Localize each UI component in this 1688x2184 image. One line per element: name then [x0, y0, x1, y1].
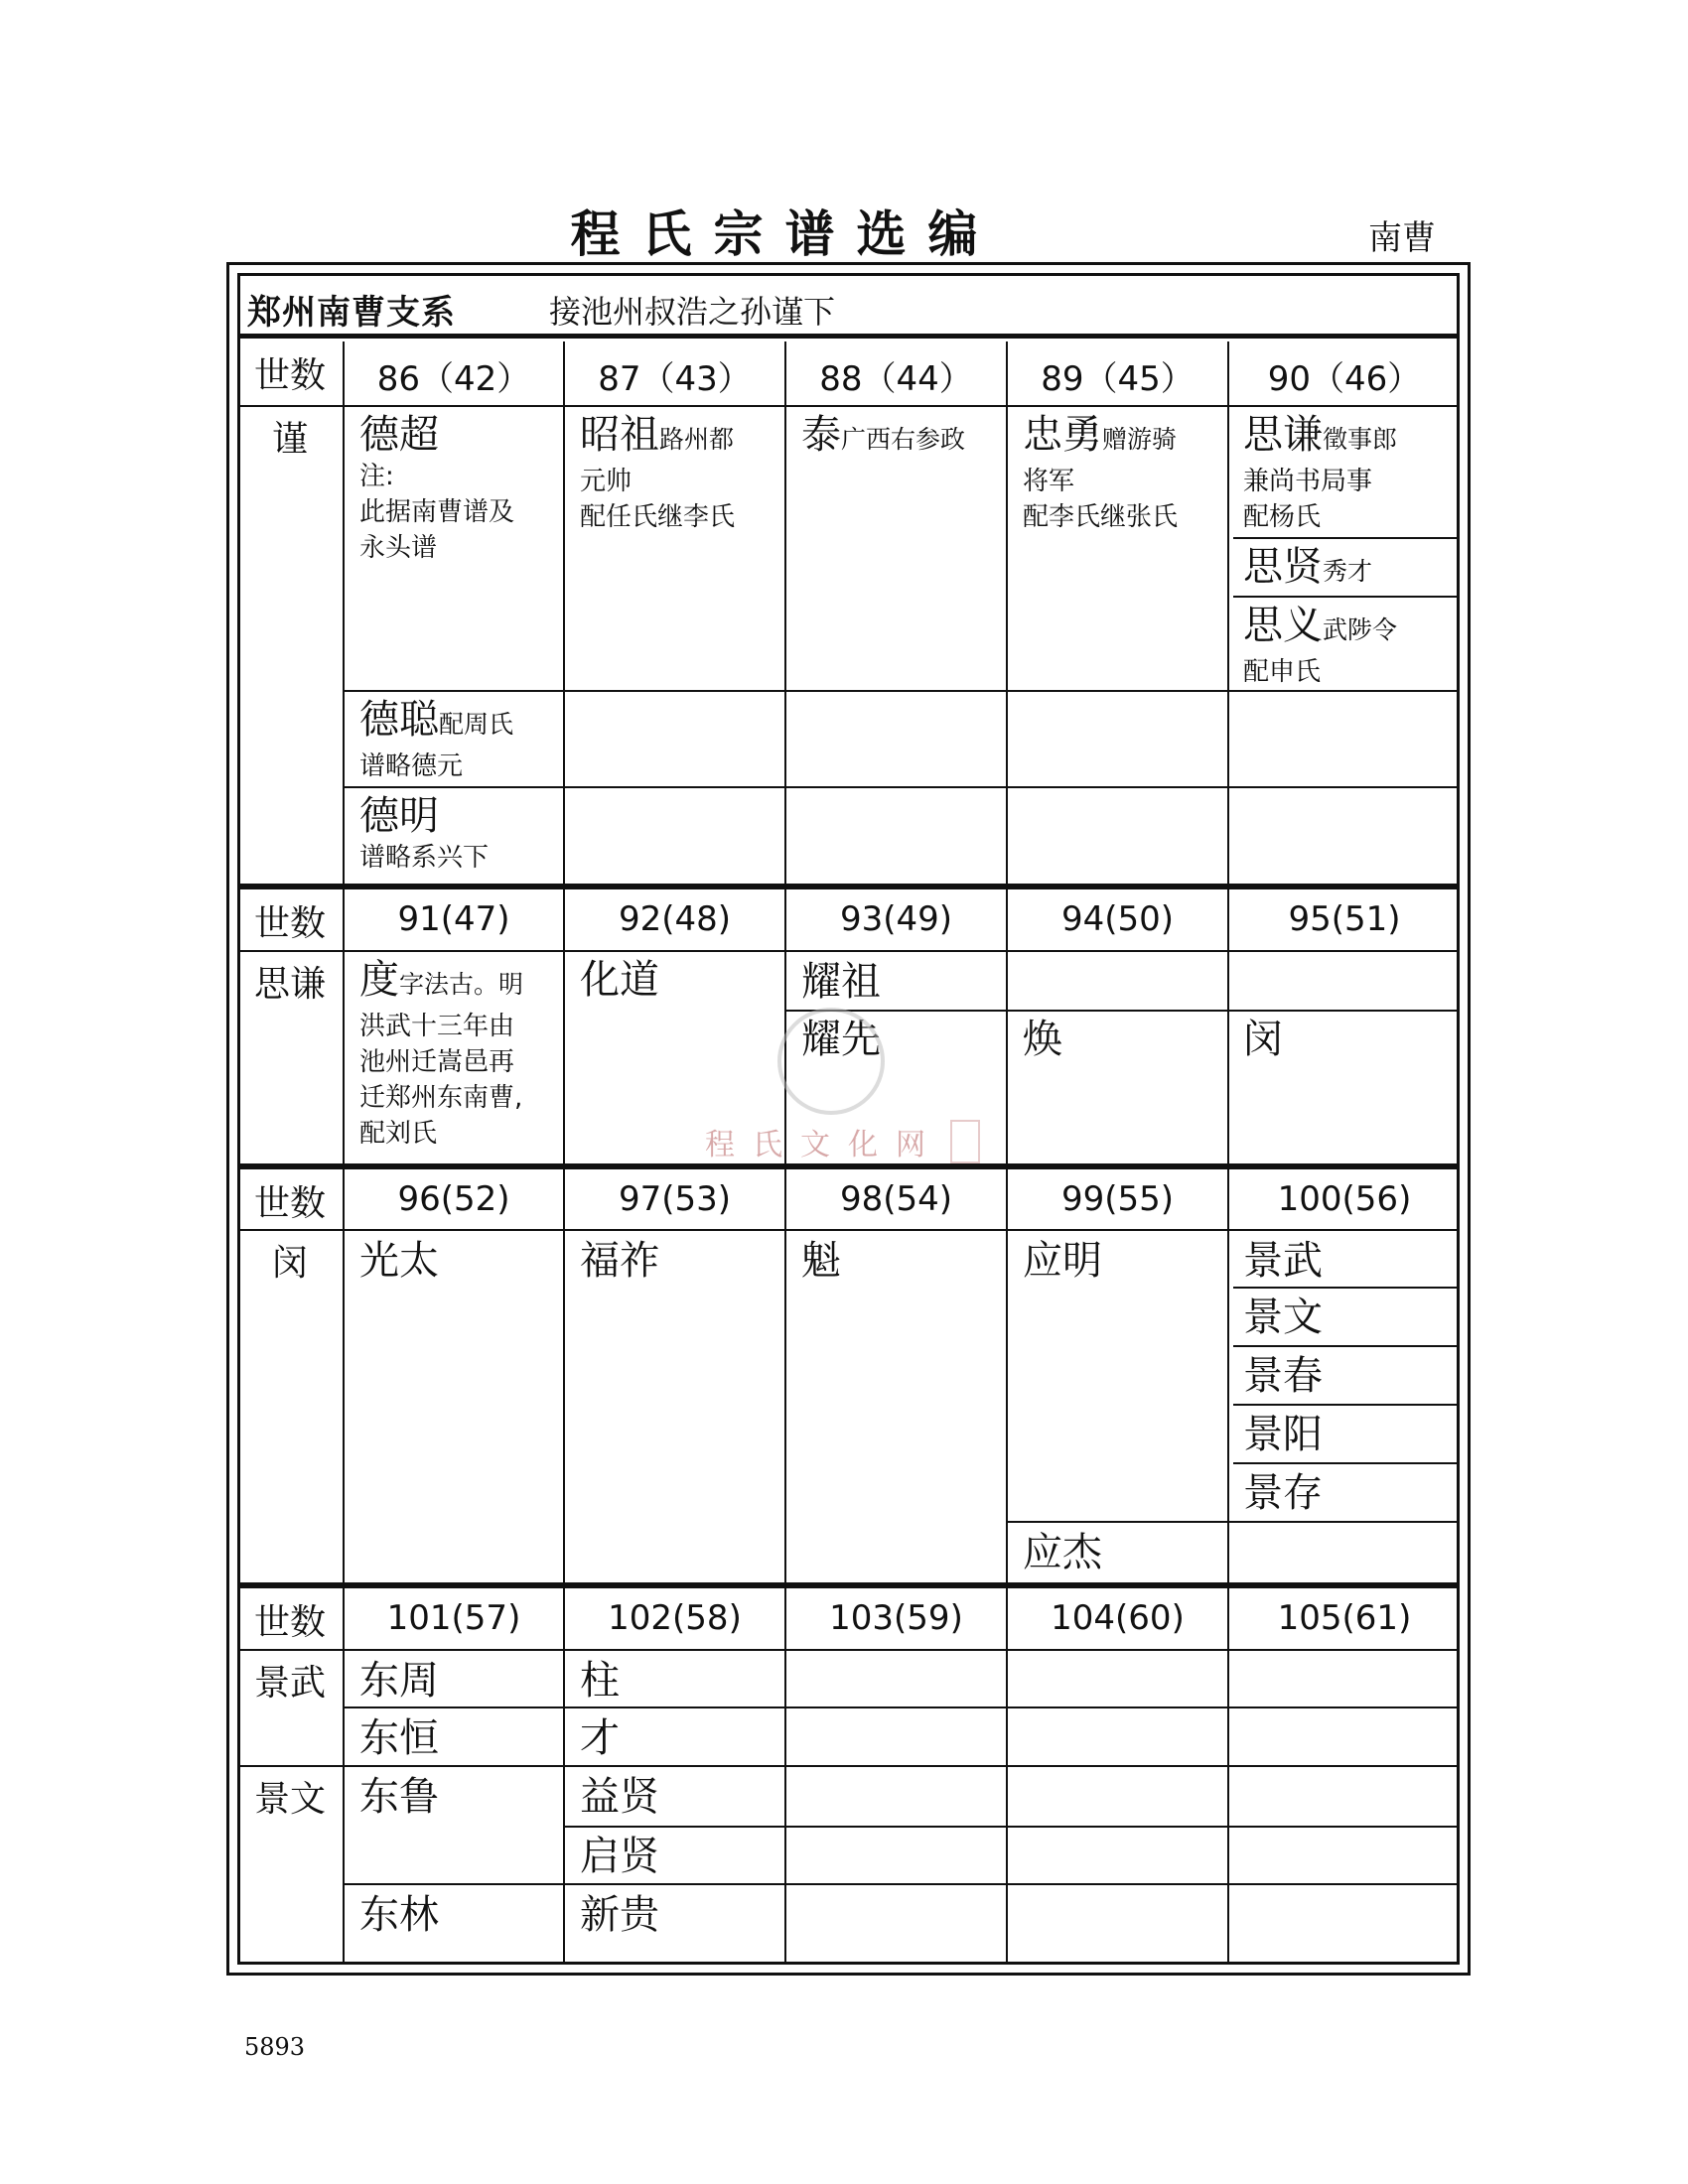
- person-yaozu: 耀祖: [801, 959, 881, 1005]
- row-label-jingwen: 景文: [253, 1779, 326, 1820]
- person-note: 谱略德元: [359, 751, 464, 781]
- person-note: 配李氏继张氏: [1023, 502, 1179, 532]
- person-jingcun: 景存: [1243, 1470, 1323, 1516]
- row-label-jingwu: 景武: [253, 1663, 326, 1704]
- gen-93: 93(49): [839, 899, 953, 939]
- person-note: 注:: [359, 462, 394, 491]
- row-label-min: 闵: [271, 1243, 308, 1284]
- person-tai: [801, 411, 1005, 689]
- person-note: 配杨氏: [1243, 502, 1322, 532]
- page-number: 5893: [244, 2033, 306, 2061]
- person-title: 字法古。明: [399, 970, 524, 999]
- person-name: 思义: [1243, 603, 1323, 648]
- person-note: 将军: [1023, 467, 1075, 496]
- gen-95: 95(51): [1288, 899, 1401, 939]
- person-name: 泰: [801, 412, 841, 458]
- person-name: 德明: [359, 793, 439, 839]
- person-dongheng: 东恒: [359, 1715, 439, 1761]
- person-huadao: 化道: [580, 957, 659, 1003]
- person-yixian: 益贤: [580, 1774, 659, 1820]
- person-siyi: [1243, 602, 1460, 689]
- gen-104: 104(60): [1051, 1598, 1185, 1638]
- person-name: 忠勇: [1023, 412, 1102, 458]
- person-sixian: [1243, 543, 1460, 595]
- person-yingming: 应明: [1023, 1238, 1102, 1284]
- person-qixian: 启贤: [580, 1834, 659, 1879]
- gen-89: 89（45）: [1041, 359, 1195, 399]
- gen-87: 87（43）: [598, 359, 752, 399]
- gen-90: 90（46）: [1267, 359, 1422, 399]
- gen-102: 102(58): [608, 1598, 742, 1638]
- branch-header: [237, 273, 1460, 339]
- person-title: 徵事郎: [1323, 425, 1398, 454]
- row-label-siqian: 思谦: [253, 964, 326, 1005]
- person-title: 路州都: [659, 425, 735, 454]
- gen-98: 98(54): [839, 1179, 953, 1219]
- person-note: 永头谱: [359, 533, 438, 563]
- branch-title: 郑州南曹支系: [247, 293, 456, 333]
- person-name: 德聪: [359, 697, 439, 743]
- person-note: 池州迁嵩邑再: [359, 1047, 515, 1077]
- person-kui: 魁: [801, 1238, 841, 1284]
- person-huan: 焕: [1023, 1017, 1062, 1062]
- person-note: 配刘氏: [359, 1119, 438, 1149]
- person-note: 谱略系兴下: [359, 843, 490, 873]
- gen-103: 103(59): [829, 1598, 963, 1638]
- person-note: 配任氏继李氏: [580, 502, 736, 532]
- person-title: 配周氏: [439, 710, 514, 739]
- branch-subtitle: 接池州叔浩之孙谨下: [549, 293, 836, 331]
- person-yingjie: 应杰: [1023, 1530, 1102, 1575]
- gen-label: 世数: [253, 903, 326, 944]
- gen-99: 99(55): [1060, 1179, 1175, 1219]
- gen-96: 96(52): [397, 1179, 510, 1219]
- watermark-seal: [950, 1120, 980, 1163]
- person-deming: [359, 792, 558, 882]
- gen-label: 世数: [253, 1602, 326, 1643]
- person-zhaozu: [580, 411, 783, 689]
- person-zhongyong: [1023, 411, 1226, 689]
- person-dechao: [359, 411, 558, 689]
- person-name: 德超: [359, 412, 439, 458]
- person-siqian: [1243, 411, 1460, 536]
- gen-88: 88（44）: [819, 359, 973, 399]
- gen-92: 92(48): [618, 899, 732, 939]
- gen-100: 100(56): [1277, 1179, 1412, 1219]
- gen-94: 94(50): [1060, 899, 1175, 939]
- person-yaoxian: 耀先: [801, 1017, 881, 1062]
- person-title: 武陟令: [1323, 615, 1398, 644]
- person-jingchun: 景春: [1243, 1353, 1323, 1399]
- person-decong: [359, 696, 558, 785]
- person-note: 元帅: [580, 467, 633, 496]
- region-label: 南曹: [1368, 218, 1436, 258]
- person-guangtai: 光太: [359, 1238, 439, 1284]
- person-dongzhou: 东周: [359, 1658, 439, 1704]
- watermark-emblem: [777, 1008, 885, 1115]
- person-donglu: 东鲁: [359, 1774, 439, 1820]
- person-name: 思谦: [1243, 412, 1323, 458]
- gen-91: 91(47): [397, 899, 510, 939]
- person-name: 度: [359, 957, 399, 1003]
- person-title: 秀才: [1323, 557, 1373, 586]
- gen-86: 86（42）: [376, 359, 531, 399]
- person-donglin: 东林: [359, 1892, 439, 1938]
- person-note: 洪武十三年由: [359, 1012, 515, 1041]
- gen-97: 97(53): [618, 1179, 732, 1219]
- person-jingwen: 景文: [1243, 1295, 1323, 1340]
- person-title: 广西右参政: [841, 425, 966, 454]
- person-note: 此据南曹谱及: [359, 497, 515, 527]
- person-zhu: 柱: [580, 1658, 620, 1704]
- person-cai: 才: [580, 1715, 620, 1761]
- person-name: 思贤: [1243, 544, 1323, 590]
- person-jingwu: 景武: [1243, 1238, 1323, 1284]
- person-title: 赠游骑: [1102, 425, 1178, 454]
- gen-105: 105(61): [1277, 1598, 1412, 1638]
- gen-label: 世数: [253, 355, 326, 396]
- gen-101: 101(57): [386, 1598, 521, 1638]
- person-fuzuo: 福祚: [580, 1238, 659, 1284]
- person-note: 迁郑州东南曹,: [359, 1083, 523, 1113]
- person-min: 闵: [1243, 1017, 1283, 1062]
- person-name: 昭祖: [580, 412, 659, 458]
- watermark-text: 程氏文化网: [705, 1128, 943, 1162]
- person-xingui: 新贵: [580, 1892, 659, 1938]
- row-label-jin: 谨: [271, 419, 308, 460]
- person-note: 兼尚书局事: [1243, 467, 1373, 496]
- person-du: [359, 956, 563, 1162]
- gen-label: 世数: [253, 1183, 326, 1224]
- page-title: 程氏宗谱选编: [570, 205, 1000, 263]
- person-note: 配申氏: [1243, 657, 1322, 687]
- person-jingyang: 景阳: [1243, 1412, 1323, 1457]
